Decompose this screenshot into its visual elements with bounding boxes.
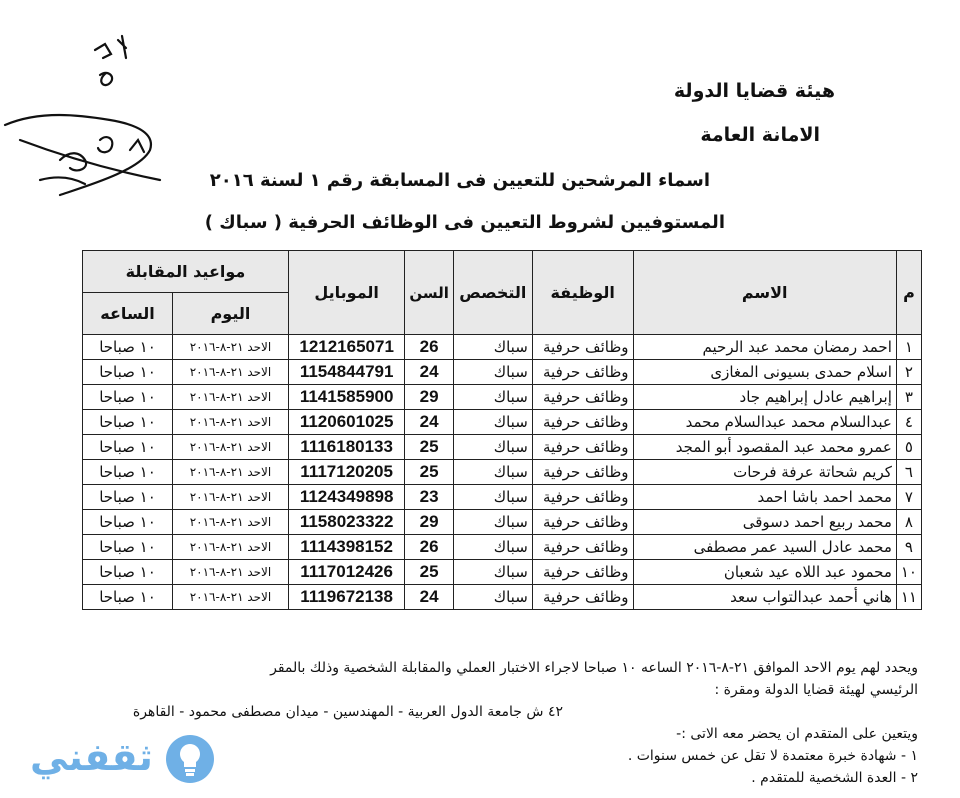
- cell-day: الاحد ٢١-٨-٢٠١٦: [173, 585, 289, 610]
- cell-time: ١٠ صباحا: [83, 535, 173, 560]
- cell-no: ٧: [896, 485, 921, 510]
- cell-no: ٣: [896, 385, 921, 410]
- cell-age: 29: [405, 385, 454, 410]
- cell-mobile: 1212165071: [288, 335, 404, 360]
- cell-age: 29: [405, 510, 454, 535]
- cell-day: الاحد ٢١-٨-٢٠١٦: [173, 385, 289, 410]
- header-age: السن: [405, 251, 454, 335]
- table-row: [83, 485, 922, 510]
- cell-day: الاحد ٢١-٨-٢٠١٦: [173, 360, 289, 385]
- cell-age: 25: [405, 560, 454, 585]
- cell-name: احمد رمضان محمد عبد الرحيم: [633, 335, 896, 360]
- requirement-item: ٢ - العدة الشخصية للمتقدم .: [751, 770, 918, 786]
- cell-mobile: 1158023322: [288, 510, 404, 535]
- cell-time: ١٠ صباحا: [83, 335, 173, 360]
- header-day: اليوم: [173, 293, 289, 335]
- cell-specialty: سباك: [453, 460, 532, 485]
- cell-mobile: 1117012426: [288, 560, 404, 585]
- department-name: الامانة العامة: [700, 124, 820, 146]
- cell-job: وظائف حرفية: [532, 510, 633, 535]
- cell-day: الاحد ٢١-٨-٢٠١٦: [173, 410, 289, 435]
- cell-time: ١٠ صباحا: [83, 510, 173, 535]
- table-row: [83, 585, 922, 610]
- cell-age: 26: [405, 335, 454, 360]
- table-row: [83, 385, 922, 410]
- notes-line: ويحدد لهم يوم الاحد الموافق ٢١-٨-٢٠١٦ الساعه ١٠ صباحا لاجراء الاختبار العملي والمقابلة الشخصية وذلك بالمقر: [270, 660, 918, 676]
- cell-specialty: سباك: [453, 335, 532, 360]
- cell-name: كريم شحاتة عرفة فرحات: [633, 460, 896, 485]
- cell-no: ١: [896, 335, 921, 360]
- cell-job: وظائف حرفية: [532, 385, 633, 410]
- cell-specialty: سباك: [453, 435, 532, 460]
- cell-job: وظائف حرفية: [532, 360, 633, 385]
- cell-time: ١٠ صباحا: [83, 435, 173, 460]
- table-row: [83, 510, 922, 535]
- cell-specialty: سباك: [453, 410, 532, 435]
- header-time: الساعه: [83, 293, 173, 335]
- table-row: [83, 535, 922, 560]
- cell-mobile: 1141585900: [288, 385, 404, 410]
- cell-job: وظائف حرفية: [532, 410, 633, 435]
- cell-age: 24: [405, 410, 454, 435]
- cell-mobile: 1154844791: [288, 360, 404, 385]
- cell-name: إبراهيم عادل إبراهيم جاد: [633, 385, 896, 410]
- cell-time: ١٠ صباحا: [83, 410, 173, 435]
- watermark-logo: [10, 725, 250, 795]
- cell-job: وظائف حرفية: [532, 435, 633, 460]
- requirement-item: ١ - شهادة خبرة معتمدة لا تقل عن خمس سنوات .: [627, 748, 918, 764]
- cell-mobile: 1124349898: [288, 485, 404, 510]
- cell-specialty: سباك: [453, 485, 532, 510]
- candidates-table: [82, 250, 922, 610]
- cell-time: ١٠ صباحا: [83, 460, 173, 485]
- cell-age: 24: [405, 585, 454, 610]
- header-specialty: التخصص: [453, 251, 532, 335]
- cell-name: عبدالسلام محمد عبدالسلام محمد: [633, 410, 896, 435]
- cell-age: 23: [405, 485, 454, 510]
- cell-no: ٢: [896, 360, 921, 385]
- cell-name: اسلام حمدى بسيونى المغازى: [633, 360, 896, 385]
- cell-job: وظائف حرفية: [532, 460, 633, 485]
- table-body: [83, 335, 922, 610]
- cell-day: الاحد ٢١-٨-٢٠١٦: [173, 460, 289, 485]
- handwritten-signature: [0, 20, 170, 220]
- cell-job: وظائف حرفية: [532, 485, 633, 510]
- cell-name: عمرو محمد عبد المقصود أبو المجد: [633, 435, 896, 460]
- cell-specialty: سباك: [453, 510, 532, 535]
- organization-name: هيئة قضايا الدولة: [673, 80, 835, 102]
- cell-no: ٤: [896, 410, 921, 435]
- cell-name: محمد ربيع احمد دسوقى: [633, 510, 896, 535]
- table-row: [83, 460, 922, 485]
- cell-specialty: سباك: [453, 385, 532, 410]
- watermark-text: ثقفني: [30, 735, 153, 779]
- cell-time: ١٠ صباحا: [83, 360, 173, 385]
- cell-age: 25: [405, 435, 454, 460]
- cell-no: ١٠: [896, 560, 921, 585]
- document-title: اسماء المرشحين للتعيين فى المسابقة رقم ١ لسنة ٢٠١٦: [209, 170, 710, 191]
- notes-line: الرئيسي لهيئة قضايا الدولة ومقرة :: [714, 682, 918, 698]
- cell-age: 26: [405, 535, 454, 560]
- cell-time: ١٠ صباحا: [83, 585, 173, 610]
- cell-name: محمد احمد باشا احمد: [633, 485, 896, 510]
- header-interview-group: مواعيد المقابلة: [83, 251, 289, 293]
- cell-specialty: سباك: [453, 360, 532, 385]
- cell-specialty: سباك: [453, 560, 532, 585]
- table-row: [83, 410, 922, 435]
- header-mobile: الموبايل: [288, 251, 404, 335]
- cell-day: الاحد ٢١-٨-٢٠١٦: [173, 510, 289, 535]
- cell-age: 25: [405, 460, 454, 485]
- cell-name: محمد عادل السيد عمر مصطفى: [633, 535, 896, 560]
- table-row: [83, 560, 922, 585]
- cell-job: وظائف حرفية: [532, 585, 633, 610]
- table-row: [83, 435, 922, 460]
- document-subtitle: المستوفيين لشروط التعيين فى الوظائف الحرفية ( سباك ): [204, 212, 725, 233]
- cell-age: 24: [405, 360, 454, 385]
- cell-no: ٦: [896, 460, 921, 485]
- cell-job: وظائف حرفية: [532, 535, 633, 560]
- cell-time: ١٠ صباحا: [83, 485, 173, 510]
- header-name: الاسم: [633, 251, 896, 335]
- cell-day: الاحد ٢١-٨-٢٠١٦: [173, 535, 289, 560]
- cell-time: ١٠ صباحا: [83, 385, 173, 410]
- cell-day: الاحد ٢١-٨-٢٠١٦: [173, 560, 289, 585]
- cell-name: هاني أحمد عبدالتواب سعد: [633, 585, 896, 610]
- cell-mobile: 1116180133: [288, 435, 404, 460]
- header-no: م: [896, 251, 921, 335]
- notes-address: ٤٢ ش جامعة الدول العربية - المهندسين - ميدان مصطفى محمود - القاهرة: [132, 704, 563, 720]
- table-row: [83, 335, 922, 360]
- cell-no: ١١: [896, 585, 921, 610]
- cell-specialty: سباك: [453, 585, 532, 610]
- notes-line: ويتعين على المتقدم ان يحضر معه الاتى :-: [676, 726, 918, 742]
- lightbulb-icon: [160, 729, 220, 789]
- cell-job: وظائف حرفية: [532, 560, 633, 585]
- cell-specialty: سباك: [453, 535, 532, 560]
- cell-no: ٥: [896, 435, 921, 460]
- header-job: الوظيفة: [532, 251, 633, 335]
- cell-no: ٩: [896, 535, 921, 560]
- table-row: [83, 360, 922, 385]
- cell-day: الاحد ٢١-٨-٢٠١٦: [173, 435, 289, 460]
- cell-mobile: 1120601025: [288, 410, 404, 435]
- cell-day: الاحد ٢١-٨-٢٠١٦: [173, 335, 289, 360]
- cell-day: الاحد ٢١-٨-٢٠١٦: [173, 485, 289, 510]
- cell-time: ١٠ صباحا: [83, 560, 173, 585]
- cell-mobile: 1119672138: [288, 585, 404, 610]
- cell-mobile: 1117120205: [288, 460, 404, 485]
- cell-name: محمود عبد اللاه عيد شعبان: [633, 560, 896, 585]
- cell-no: ٨: [896, 510, 921, 535]
- cell-job: وظائف حرفية: [532, 335, 633, 360]
- cell-mobile: 1114398152: [288, 535, 404, 560]
